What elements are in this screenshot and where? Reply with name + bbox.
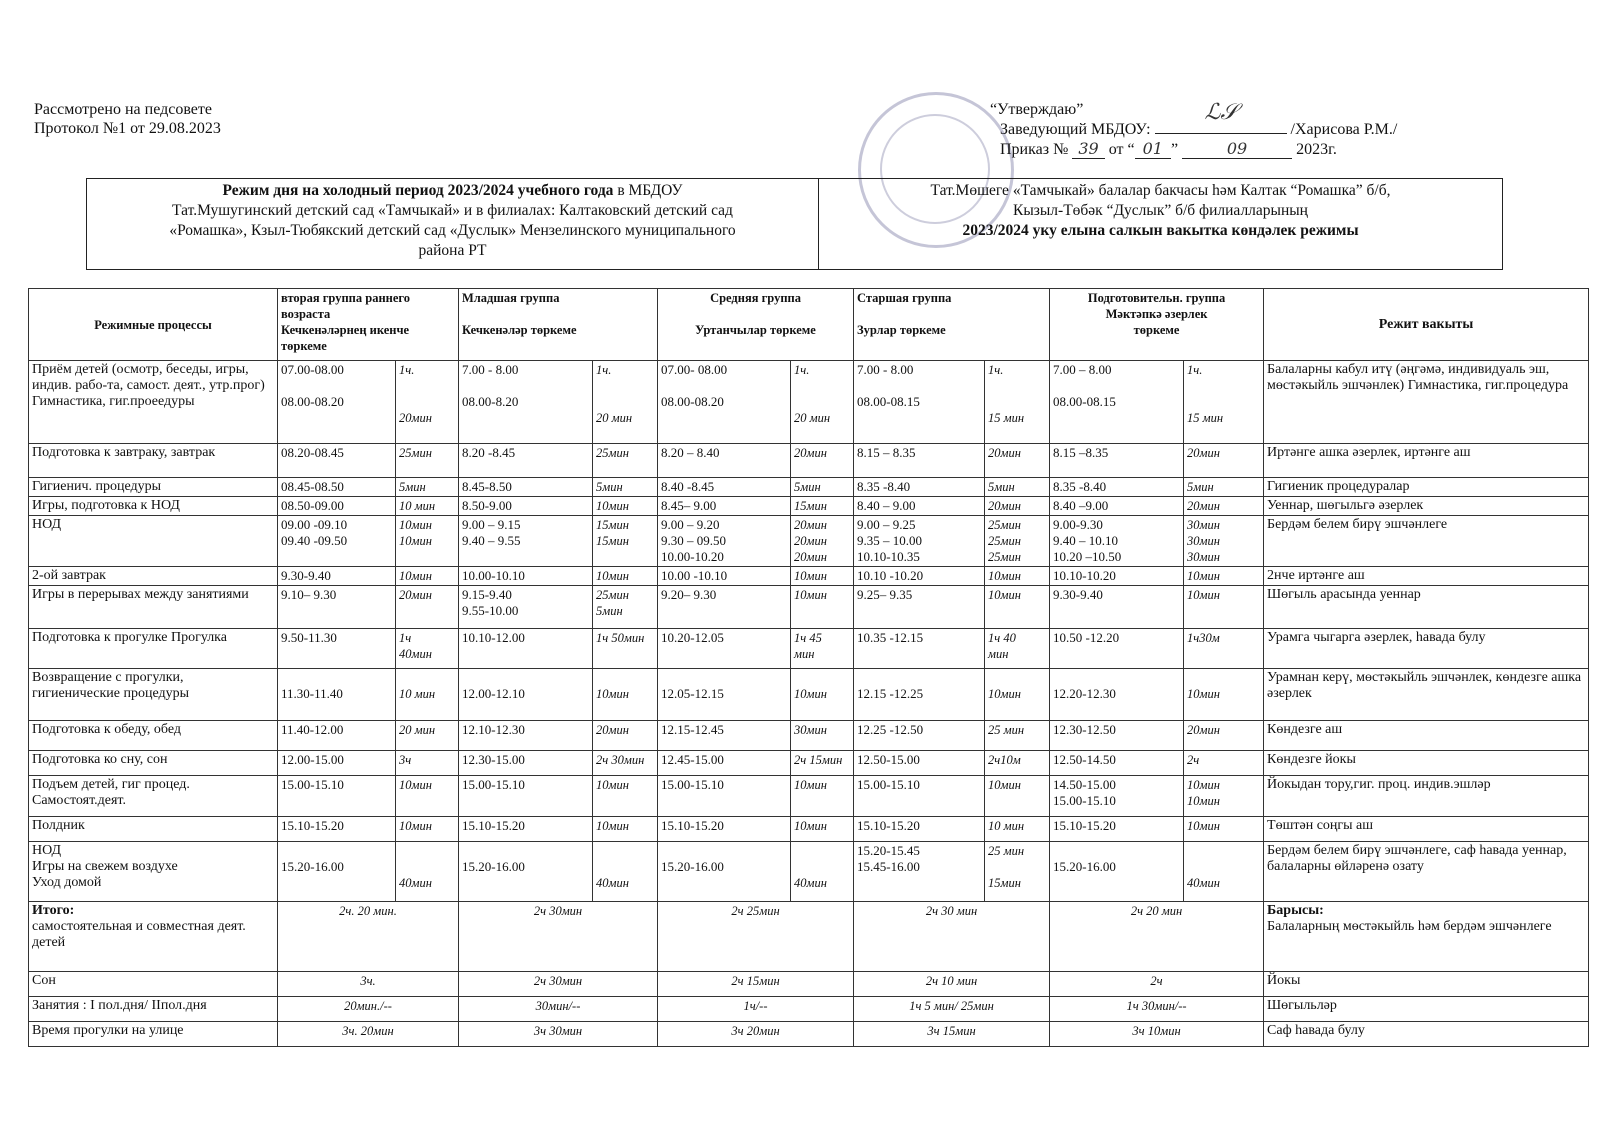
total-value-cell: 2ч 20 мин (1050, 902, 1264, 972)
time-cell: 7.00 - 8.00 08.00-8.20 (459, 361, 593, 444)
duration-cell: 40мин (791, 842, 854, 902)
process-cell: Возвращение с прогулки, гигиенические процедуры (29, 669, 278, 721)
signature: ℒ𝒮 (1204, 100, 1238, 125)
col-senior: Старшая группа Зурлар төркеме (854, 289, 1050, 361)
process-cell: НОД Игры на свежем воздухе Уход домой (29, 842, 278, 902)
process-cell: Приём детей (осмотр, беседы, игры, индив. рабо-та, самост. деят., утр.прог) Гимнастика, гиг.проеедуры (29, 361, 278, 444)
mode-cell: Бердәм белем бирү эшчәнлеге (1264, 516, 1589, 567)
table-row (29, 586, 1589, 629)
mode-cell: 2нче иртәнге аш (1264, 567, 1589, 586)
total-value-cell: 3ч. (278, 972, 459, 997)
table-row (29, 516, 1589, 567)
duration-cell: 10мин 10мин (396, 516, 459, 567)
time-cell: 9.20– 9.30 (658, 586, 791, 629)
time-cell: 8.35 -8.40 (854, 478, 985, 497)
duration-cell: 5мин (985, 478, 1050, 497)
time-cell: 15.00-15.10 (459, 776, 593, 817)
title-ru (87, 179, 819, 269)
order-year: 2023г. (1296, 141, 1337, 158)
order-from: от “ (1108, 141, 1135, 158)
total-mode: Шөгыльләр (1267, 998, 1337, 1013)
col-early-age: вторая группа раннего возраста Кечкенәләрнең икенче төркеме (278, 289, 459, 361)
time-cell: 15.10-15.20 (658, 817, 791, 842)
table-row (29, 817, 1589, 842)
duration-cell: 25мин 5мин (593, 586, 658, 629)
time-cell: 8.50-9.00 (459, 497, 593, 516)
duration-cell: 20 мин (396, 721, 459, 751)
duration-cell: 2ч 30мин (593, 751, 658, 776)
duration-cell: 1ч. 15 мин (1184, 361, 1264, 444)
duration-cell: 40мин (1184, 842, 1264, 902)
time-cell: 8.35 -8.40 (1050, 478, 1184, 497)
order-line (1000, 139, 1520, 159)
time-cell: 9.10– 9.30 (278, 586, 396, 629)
total-mode-bold: Барысы: (1267, 903, 1324, 918)
total-value-cell: 2ч 25мин (658, 902, 854, 972)
duration-cell: 10мин (1184, 669, 1264, 721)
total-value-cell: 3ч 15мин (854, 1022, 1050, 1047)
total-value-cell: 2ч. 20 мин. (278, 902, 459, 972)
duration-cell: 10мин (396, 776, 459, 817)
title-tt (819, 179, 1502, 269)
duration-cell: 25 мин 15мин (985, 842, 1050, 902)
duration-cell: 10мин (593, 567, 658, 586)
duration-cell: 15мин 15мин (593, 516, 658, 567)
duration-cell: 10мин (1184, 817, 1264, 842)
duration-cell: 20мин (985, 444, 1050, 478)
time-cell: 15.00-15.10 (278, 776, 396, 817)
total-mode-cell (1264, 972, 1589, 997)
duration-cell: 25мин 25мин 25мин (985, 516, 1050, 567)
pedsovet-line: Рассмотрено на педсовете (34, 101, 212, 118)
duration-cell: 5мин (593, 478, 658, 497)
col-middle: Средняя группа Уртанчылар төркеме (658, 289, 854, 361)
order-number: 39 (1072, 139, 1104, 159)
table-row (29, 776, 1589, 817)
time-cell: 10.10 -10.20 (854, 567, 985, 586)
time-cell: 7.00 – 8.00 08.00-08.15 (1050, 361, 1184, 444)
total-row (29, 997, 1589, 1022)
order-label: Приказ № (1000, 141, 1069, 158)
process-cell: Гигиенич. процедуры (29, 478, 278, 497)
order-quote: ” (1170, 141, 1179, 158)
time-cell: 8.40 –9.00 (1050, 497, 1184, 516)
duration-cell: 10мин (985, 776, 1050, 817)
time-cell: 08.20-08.45 (278, 444, 396, 478)
duration-cell: 10 мин (396, 669, 459, 721)
total-value-cell: 2ч 30 мин (854, 902, 1050, 972)
time-cell: 12.25 -12.50 (854, 721, 985, 751)
title-ru-line3: «Ромашка», Кзыл-Тюбякский детский сад «Дуслык» Мензелинского муниципального (169, 222, 736, 239)
process-cell: Подготовка к прогулке Прогулка (29, 629, 278, 669)
table-row (29, 629, 1589, 669)
mode-cell: Иртәнге ашка әзерлек, иртәнге аш (1264, 444, 1589, 478)
total-value-cell: 2ч 30мин (459, 902, 658, 972)
mode-cell: Уеннар, шөгыльгә әзерлек (1264, 497, 1589, 516)
time-cell: 12.10-12.30 (459, 721, 593, 751)
mode-cell: Гигиеник процедуралар (1264, 478, 1589, 497)
title-ru-org: в МБДОУ (613, 182, 683, 199)
total-value-cell: 30мин/-- (459, 997, 658, 1022)
process-cell: Игры в перерывах между занятиями (29, 586, 278, 629)
time-cell: 7.00 - 8.00 08.00-08.15 (854, 361, 985, 444)
time-cell: 9.00 – 9.20 9.30 – 09.50 10.00-10.20 (658, 516, 791, 567)
table-row (29, 497, 1589, 516)
total-label-bold: Итого: (32, 903, 75, 918)
total-value-cell: 2ч 30мин (459, 972, 658, 997)
total-mode-cell (1264, 997, 1589, 1022)
duration-cell: 10мин (791, 776, 854, 817)
duration-cell: 1ч. 20мин (396, 361, 459, 444)
duration-cell: 10мин (1184, 586, 1264, 629)
duration-cell: 20мин (593, 721, 658, 751)
time-cell: 15.20-16.00 (1050, 842, 1184, 902)
duration-cell: 1ч30м (1184, 629, 1264, 669)
head-label: Заведующий МБДОУ: (1000, 121, 1151, 138)
total-value-cell: 1ч 30мин/-- (1050, 997, 1264, 1022)
time-cell: 15.20-16.00 (658, 842, 791, 902)
mode-cell: Бердәм белем бирү эшчәнлеге, саф һавада уеннар, балаларны өйләренә озату (1264, 842, 1589, 902)
duration-cell: 10мин (791, 586, 854, 629)
duration-cell: 1ч 40 мин (985, 629, 1050, 669)
col-junior: Младшая группа Кечкенәләр төркеме (459, 289, 658, 361)
duration-cell: 20мин (1184, 721, 1264, 751)
time-cell: 15.10-15.20 (1050, 817, 1184, 842)
time-cell: 10.10-10.20 (1050, 567, 1184, 586)
time-cell: 8.20 – 8.40 (658, 444, 791, 478)
total-label: Занятия : I пол.дня/ IIпол.дня (32, 998, 207, 1013)
table-row (29, 669, 1589, 721)
total-mode: Саф һавада булу (1267, 1023, 1365, 1038)
title-tt-line1: Тат.Мөшеге «Тамчыкай» балалар бакчасы һәм Калтак “Ромашка” б/б, (930, 182, 1391, 199)
title-tt-line2: Кызыл-Төбәк “Дуслык” б/б филиалларының (1013, 202, 1308, 219)
total-label-cell (29, 1022, 278, 1047)
time-cell: 12.00-12.10 (459, 669, 593, 721)
process-cell: 2-ой завтрак (29, 567, 278, 586)
duration-cell: 25 мин (985, 721, 1050, 751)
total-row (29, 972, 1589, 997)
duration-cell: 10мин (985, 586, 1050, 629)
protocol-line: Протокол №1 от 29.08.2023 (34, 120, 221, 137)
time-cell: 09.00 -09.10 09.40 -09.50 (278, 516, 396, 567)
time-cell: 9.00-9.30 9.40 – 10.10 10.20 –10.50 (1050, 516, 1184, 567)
total-value-cell: 2ч (1050, 972, 1264, 997)
title-tt-line3: 2023/2024 уку елына салкын вакытка көндәлек режимы (962, 222, 1359, 239)
total-value-cell: 3ч 10мин (1050, 1022, 1264, 1047)
time-cell: 9.15-9.40 9.55-10.00 (459, 586, 593, 629)
total-row (29, 1022, 1589, 1047)
title-box (86, 178, 1503, 270)
col-mode: Режит вакыты (1264, 289, 1589, 361)
process-cell: Игры, подготовка к НОД (29, 497, 278, 516)
time-cell: 12.50-15.00 (854, 751, 985, 776)
duration-cell: 10мин 10мин (1184, 776, 1264, 817)
time-cell: 10.00-10.10 (459, 567, 593, 586)
time-cell: 10.00 -10.10 (658, 567, 791, 586)
time-cell: 8.40 – 9.00 (854, 497, 985, 516)
total-value-cell: 2ч 10 мин (854, 972, 1050, 997)
total-mode-cell (1264, 902, 1589, 972)
duration-cell: 10 мин (985, 817, 1050, 842)
duration-cell: 1ч 40мин (396, 629, 459, 669)
duration-cell: 40мин (396, 842, 459, 902)
duration-cell: 5мин (1184, 478, 1264, 497)
time-cell: 8.15 – 8.35 (854, 444, 985, 478)
title-ru-main: Режим дня на холодный период 2023/2024 учебного года (222, 182, 614, 199)
time-cell: 12.15 -12.25 (854, 669, 985, 721)
time-cell: 9.00 – 9.25 9.35 – 10.00 10.10-10.35 (854, 516, 985, 567)
time-cell: 11.40-12.00 (278, 721, 396, 751)
time-cell: 15.10-15.20 (278, 817, 396, 842)
mode-cell: Шөгыль арасында уеннар (1264, 586, 1589, 629)
duration-cell: 2ч (1184, 751, 1264, 776)
time-cell: 12.50-14.50 (1050, 751, 1184, 776)
col-preparatory: Подготовительн. группа Мәктәпкә әзерлек төркеме (1050, 289, 1264, 361)
duration-cell: 20мин (1184, 497, 1264, 516)
time-cell: 15.20-16.00 (278, 842, 396, 902)
duration-cell: 10мин (791, 567, 854, 586)
time-cell: 08.50-09.00 (278, 497, 396, 516)
duration-cell: 20мин (791, 444, 854, 478)
time-cell: 10.35 -12.15 (854, 629, 985, 669)
duration-cell: 10мин (985, 567, 1050, 586)
duration-cell: 10 мин (396, 497, 459, 516)
time-cell: 8.45-8.50 (459, 478, 593, 497)
time-cell: 12.30-15.00 (459, 751, 593, 776)
table-row (29, 444, 1589, 478)
duration-cell: 5мин (791, 478, 854, 497)
mode-cell: Көндезге аш (1264, 721, 1589, 751)
time-cell: 15.20-16.00 (459, 842, 593, 902)
time-cell: 15.10-15.20 (459, 817, 593, 842)
mode-cell: Йокыдан тору,гиг. проц. индив.эшләр (1264, 776, 1589, 817)
time-cell: 14.50-15.00 15.00-15.10 (1050, 776, 1184, 817)
process-cell: Полдник (29, 817, 278, 842)
process-cell: Подготовка к завтраку, завтрак (29, 444, 278, 478)
time-cell: 12.45-15.00 (658, 751, 791, 776)
process-cell: Подготовка ко сну, сон (29, 751, 278, 776)
duration-cell: 20мин 20мин 20мин (791, 516, 854, 567)
duration-cell: 40мин (593, 842, 658, 902)
order-month: 09 (1182, 139, 1292, 159)
time-cell: 9.25– 9.35 (854, 586, 985, 629)
duration-cell: 3ч (396, 751, 459, 776)
time-cell: 8.15 –8.35 (1050, 444, 1184, 478)
time-cell: 9.50-11.30 (278, 629, 396, 669)
process-cell: Подъем детей, гиг процед. Самостоят.деят. (29, 776, 278, 817)
duration-cell: 20мин (1184, 444, 1264, 478)
mode-cell: Көндезге йокы (1264, 751, 1589, 776)
total-value-cell: 1ч 5 мин/ 25мин (854, 997, 1050, 1022)
table-row (29, 567, 1589, 586)
time-cell: 8.45– 9.00 (658, 497, 791, 516)
title-ru-line4: района РТ (418, 242, 487, 259)
table-row (29, 721, 1589, 751)
time-cell: 07.00-08.00 08.00-08.20 (278, 361, 396, 444)
time-cell: 15.20-15.45 15.45-16.00 (854, 842, 985, 902)
duration-cell: 25мин (396, 444, 459, 478)
duration-cell: 20мин (985, 497, 1050, 516)
time-cell: 15.00-15.10 (658, 776, 791, 817)
table-row (29, 361, 1589, 444)
table-row (29, 751, 1589, 776)
duration-cell: 1ч 50мин (593, 629, 658, 669)
total-value-cell: 20мин./-- (278, 997, 459, 1022)
approval-left (34, 100, 221, 138)
total-value-cell: 2ч 15мин (658, 972, 854, 997)
total-value-cell: 1ч/-- (658, 997, 854, 1022)
table-row (29, 478, 1589, 497)
schedule-body (29, 361, 1589, 1047)
duration-cell: 10мин (1184, 567, 1264, 586)
time-cell: 8.20 -8.45 (459, 444, 593, 478)
mode-cell: Балаларны кабул итү (әңгәмә, индивидуаль эш, мөстәкыйль эшчәнлек) Гимнастика, гиг.процедура (1264, 361, 1589, 444)
header-row (29, 289, 1589, 361)
mode-cell: Урамнан керү, мөстәкыйль эшчәнлек, көндезге ашка әзерлек (1264, 669, 1589, 721)
col-process: Режимные процессы (29, 289, 278, 361)
time-cell: 15.00-15.10 (854, 776, 985, 817)
process-cell: Подготовка к обеду, обед (29, 721, 278, 751)
mode-cell: Төштән соңгы аш (1264, 817, 1589, 842)
process-cell: НОД (29, 516, 278, 567)
duration-cell: 1ч. 20 мин (791, 361, 854, 444)
duration-cell: 10мин (593, 497, 658, 516)
total-label-cell (29, 972, 278, 997)
title-ru-line2: Тат.Мушугинский детский сад «Тамчыкай» и в филиалах: Калтаковский детский сад (172, 202, 733, 219)
time-cell: 9.30-9.40 (1050, 586, 1184, 629)
duration-cell: 10мин (985, 669, 1050, 721)
total-label-cell (29, 902, 278, 972)
duration-cell: 10мин (791, 669, 854, 721)
duration-cell: 1ч. 15 мин (985, 361, 1050, 444)
total-mode-cell (1264, 1022, 1589, 1047)
duration-cell: 1ч. 20 мин (593, 361, 658, 444)
duration-cell: 25мин (593, 444, 658, 478)
time-cell: 12.30-12.50 (1050, 721, 1184, 751)
total-label: самостоятельная и совместная деят. детей (32, 919, 246, 950)
time-cell: 12.15-12.45 (658, 721, 791, 751)
duration-cell: 15мин (791, 497, 854, 516)
duration-cell: 10мин (593, 669, 658, 721)
total-mode: Йокы (1267, 973, 1301, 988)
signature-line (1155, 100, 1287, 134)
total-value-cell: 3ч 20мин (658, 1022, 854, 1047)
time-cell: 11.30-11.40 (278, 669, 396, 721)
total-mode: Балаларның мөстәкыйль һәм бердәм эшчәнлеге (1267, 919, 1552, 934)
duration-cell: 2ч 15мин (791, 751, 854, 776)
time-cell: 08.45-08.50 (278, 478, 396, 497)
time-cell: 10.20-12.05 (658, 629, 791, 669)
time-cell: 07.00- 08.00 08.00-08.20 (658, 361, 791, 444)
time-cell: 9.30-9.40 (278, 567, 396, 586)
duration-cell: 1ч 45 мин (791, 629, 854, 669)
mode-cell: Урамга чыгарга әзерлек, һавада булу (1264, 629, 1589, 669)
duration-cell: 10мин (593, 776, 658, 817)
duration-cell: 30мин 30мин 30мин (1184, 516, 1264, 567)
time-cell: 9.00 – 9.15 9.40 – 9.55 (459, 516, 593, 567)
duration-cell: 30мин (791, 721, 854, 751)
duration-cell: 10мин (396, 817, 459, 842)
time-cell: 15.10-15.20 (854, 817, 985, 842)
total-label-cell (29, 997, 278, 1022)
approve-line: “Утверждаю” (990, 101, 1084, 118)
time-cell: 12.00-15.00 (278, 751, 396, 776)
duration-cell: 10мин (593, 817, 658, 842)
total-value-cell: 3ч. 20мин (278, 1022, 459, 1047)
time-cell: 8.40 -8.45 (658, 478, 791, 497)
duration-cell: 2ч10м (985, 751, 1050, 776)
table-row (29, 842, 1589, 902)
order-day: 01 (1135, 139, 1171, 159)
total-label: Сон (32, 973, 56, 988)
time-cell: 12.05-12.15 (658, 669, 791, 721)
duration-cell: 10мин (396, 567, 459, 586)
duration-cell: 20мин (396, 586, 459, 629)
time-cell: 10.10-12.00 (459, 629, 593, 669)
duration-cell: 10мин (791, 817, 854, 842)
head-name: /Харисова Р.М./ (1290, 121, 1398, 138)
schedule-table (28, 288, 1589, 1047)
approval-right (990, 100, 1520, 159)
duration-cell: 5мин (396, 478, 459, 497)
time-cell: 10.50 -12.20 (1050, 629, 1184, 669)
total-label: Время прогулки на улице (32, 1023, 184, 1038)
total-value-cell: 3ч 30мин (459, 1022, 658, 1047)
time-cell: 12.20-12.30 (1050, 669, 1184, 721)
total-row (29, 902, 1589, 972)
